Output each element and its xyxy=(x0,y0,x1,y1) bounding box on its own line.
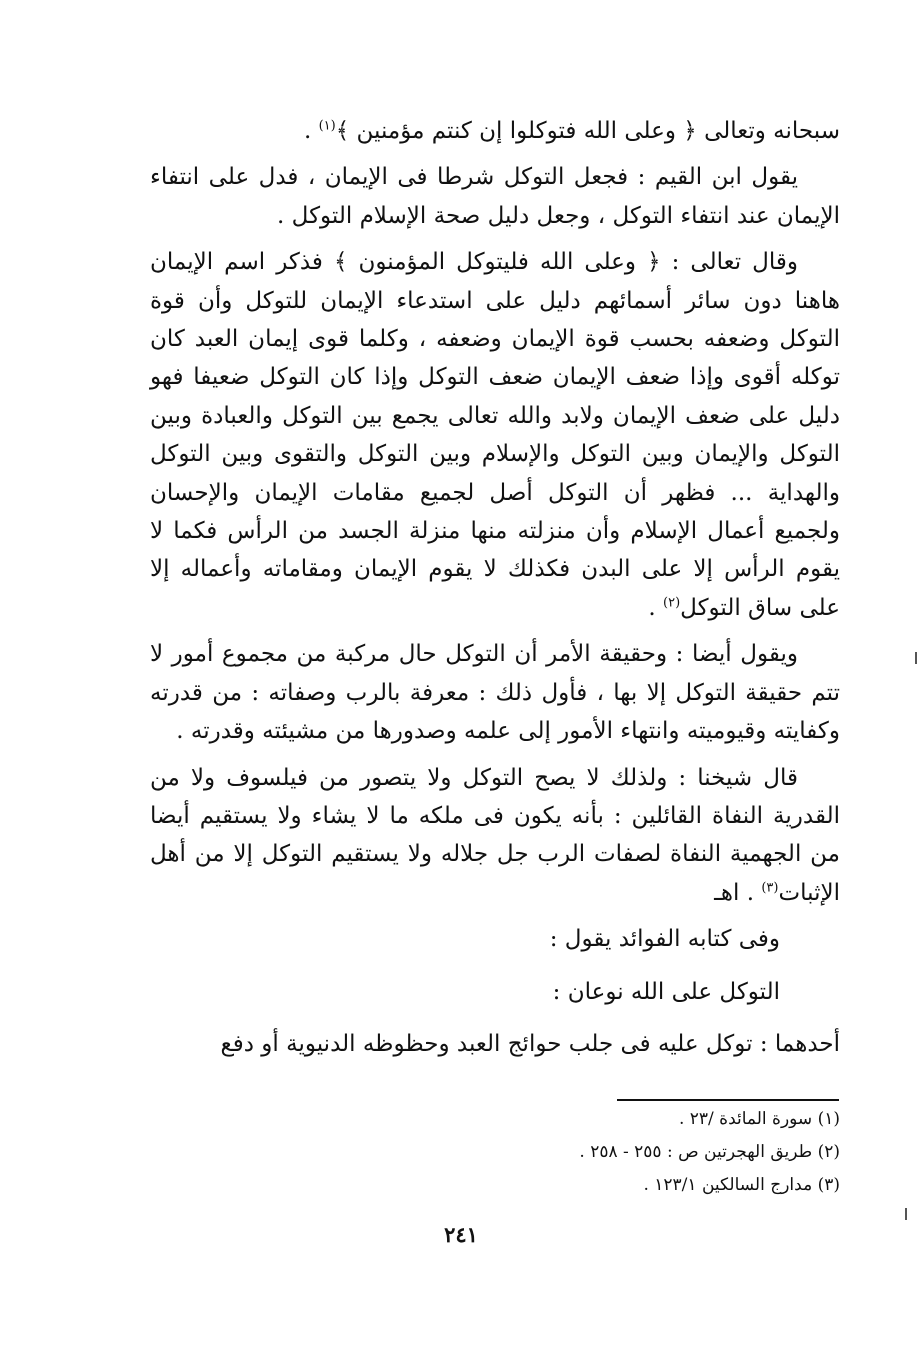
paragraph-tawakkul-iman xyxy=(150,243,840,627)
paragraph-text: يقول ابن القيم : فجعل التوكل شرطا فى الإيمان ، فدل على انتفاء الإيمان عند انتفاء التوكل ، وجعل دليل صحة الإسلام التوكل . xyxy=(150,164,840,229)
paragraph-text: وقال تعالى : ﴿ وعلى الله فليتوكل المؤمنون ﴾ فذكر اسم الإيمان هاهنا دون سائر أسمائهم دليل على استدعاء الإيمان للتوكل وأن قوة التوكل وضعفه بحسب قوة الإيمان وضعفه ، وكلما قوى إيمان العبد كان توكله أقوى وإذا ضعف الإيمان ضعف التوكل وإذا كان التوكل ضعيفا فهو دليل على ضعف الإيمان ولابد والله تعالى يجمع بين التوكل والعبادة وبين التوكل والإيمان وبين التوكل والإسلام وبين التوكل والتقوى وبين التوكل والهداية ... فظهر أن التوكل أصل لجميع مقامات الإيمان والإحسان ولجميع أعمال الإسلام وأن منزلته منها منزلة الجسد من الرأس فكما لا يقوم الرأس إلا على البدن فكذلك لا يقوم الإيمان ومقاماته وأعماله إلا على ساق التوكل xyxy=(150,249,840,621)
paragraph-ending: . xyxy=(648,594,664,621)
paragraph-text: سبحانه وتعالى ﴿ وعلى الله فتوكلوا إن كنتم مؤمنين ﴾ xyxy=(335,118,840,144)
paragraph-verse-intro xyxy=(150,112,840,150)
footnote-marker: (٢) xyxy=(663,595,681,611)
footnote-item: (٢) طريق الهجرتين ص : ٢٥٥ - ٢٥٨ . xyxy=(579,1142,840,1162)
paragraph-ahaduhuma xyxy=(150,1025,840,1063)
paragraph-ibn-alqayyim xyxy=(150,158,840,235)
footnote-marker: (٣) xyxy=(761,880,779,896)
paragraph-text: وفى كتابه الفوائد يقول : xyxy=(549,926,780,953)
paragraph-shaykhuna xyxy=(150,759,840,913)
paragraph-haqiqat-altawakkul xyxy=(150,635,840,750)
footnote-item: (١) سورة المائدة /٢٣ . xyxy=(678,1109,840,1129)
paragraph-text: ويقول أيضا : وحقيقة الأمر أن التوكل حال مركبة من مجموع أمور لا تتم حقيقة التوكل إلا بها ، فأول ذلك : معرفة بالرب وصفاته : من قدرته وكفايته وقيوميته وانتهاء الأمور إلى علمه وصدورها من مشيئته وقدرته . xyxy=(150,641,840,745)
paragraph-naw-an xyxy=(150,973,840,1011)
scan-speck xyxy=(915,652,917,664)
paragraph-fawaid xyxy=(150,920,840,958)
footnote-marker: (١) xyxy=(318,118,336,134)
page-number: ٢٤١ xyxy=(444,1222,478,1247)
paragraph-text: التوكل على الله نوعان : xyxy=(552,978,780,1005)
paragraph-ending: . اهـ xyxy=(714,879,762,906)
paragraph-ending: . xyxy=(303,118,319,144)
scan-speck xyxy=(905,1208,907,1220)
footnotes xyxy=(300,1103,840,1202)
footnote-divider xyxy=(617,1099,839,1101)
main-text xyxy=(150,112,840,1071)
paragraph-text: أحدهما : توكل عليه فى جلب حوائج العبد وحظوظه الدنيوية أو دفع xyxy=(220,1030,840,1057)
paragraph-text: قال شيخنا : ولذلك لا يصح التوكل ولا يتصور من فيلسوف ولا من القدرية النفاة القائلين : بأنه يكون فى ملكه ما لا يشاء ولا يستقيم أيضا من الجهمية النفاة لصفات الرب جل جلاله ولا يستقيم التوكل إلا من أهل الإثبات xyxy=(150,764,840,906)
footnote-item: (٣) مدارج السالكين ١٢٣/١ . xyxy=(643,1175,840,1195)
